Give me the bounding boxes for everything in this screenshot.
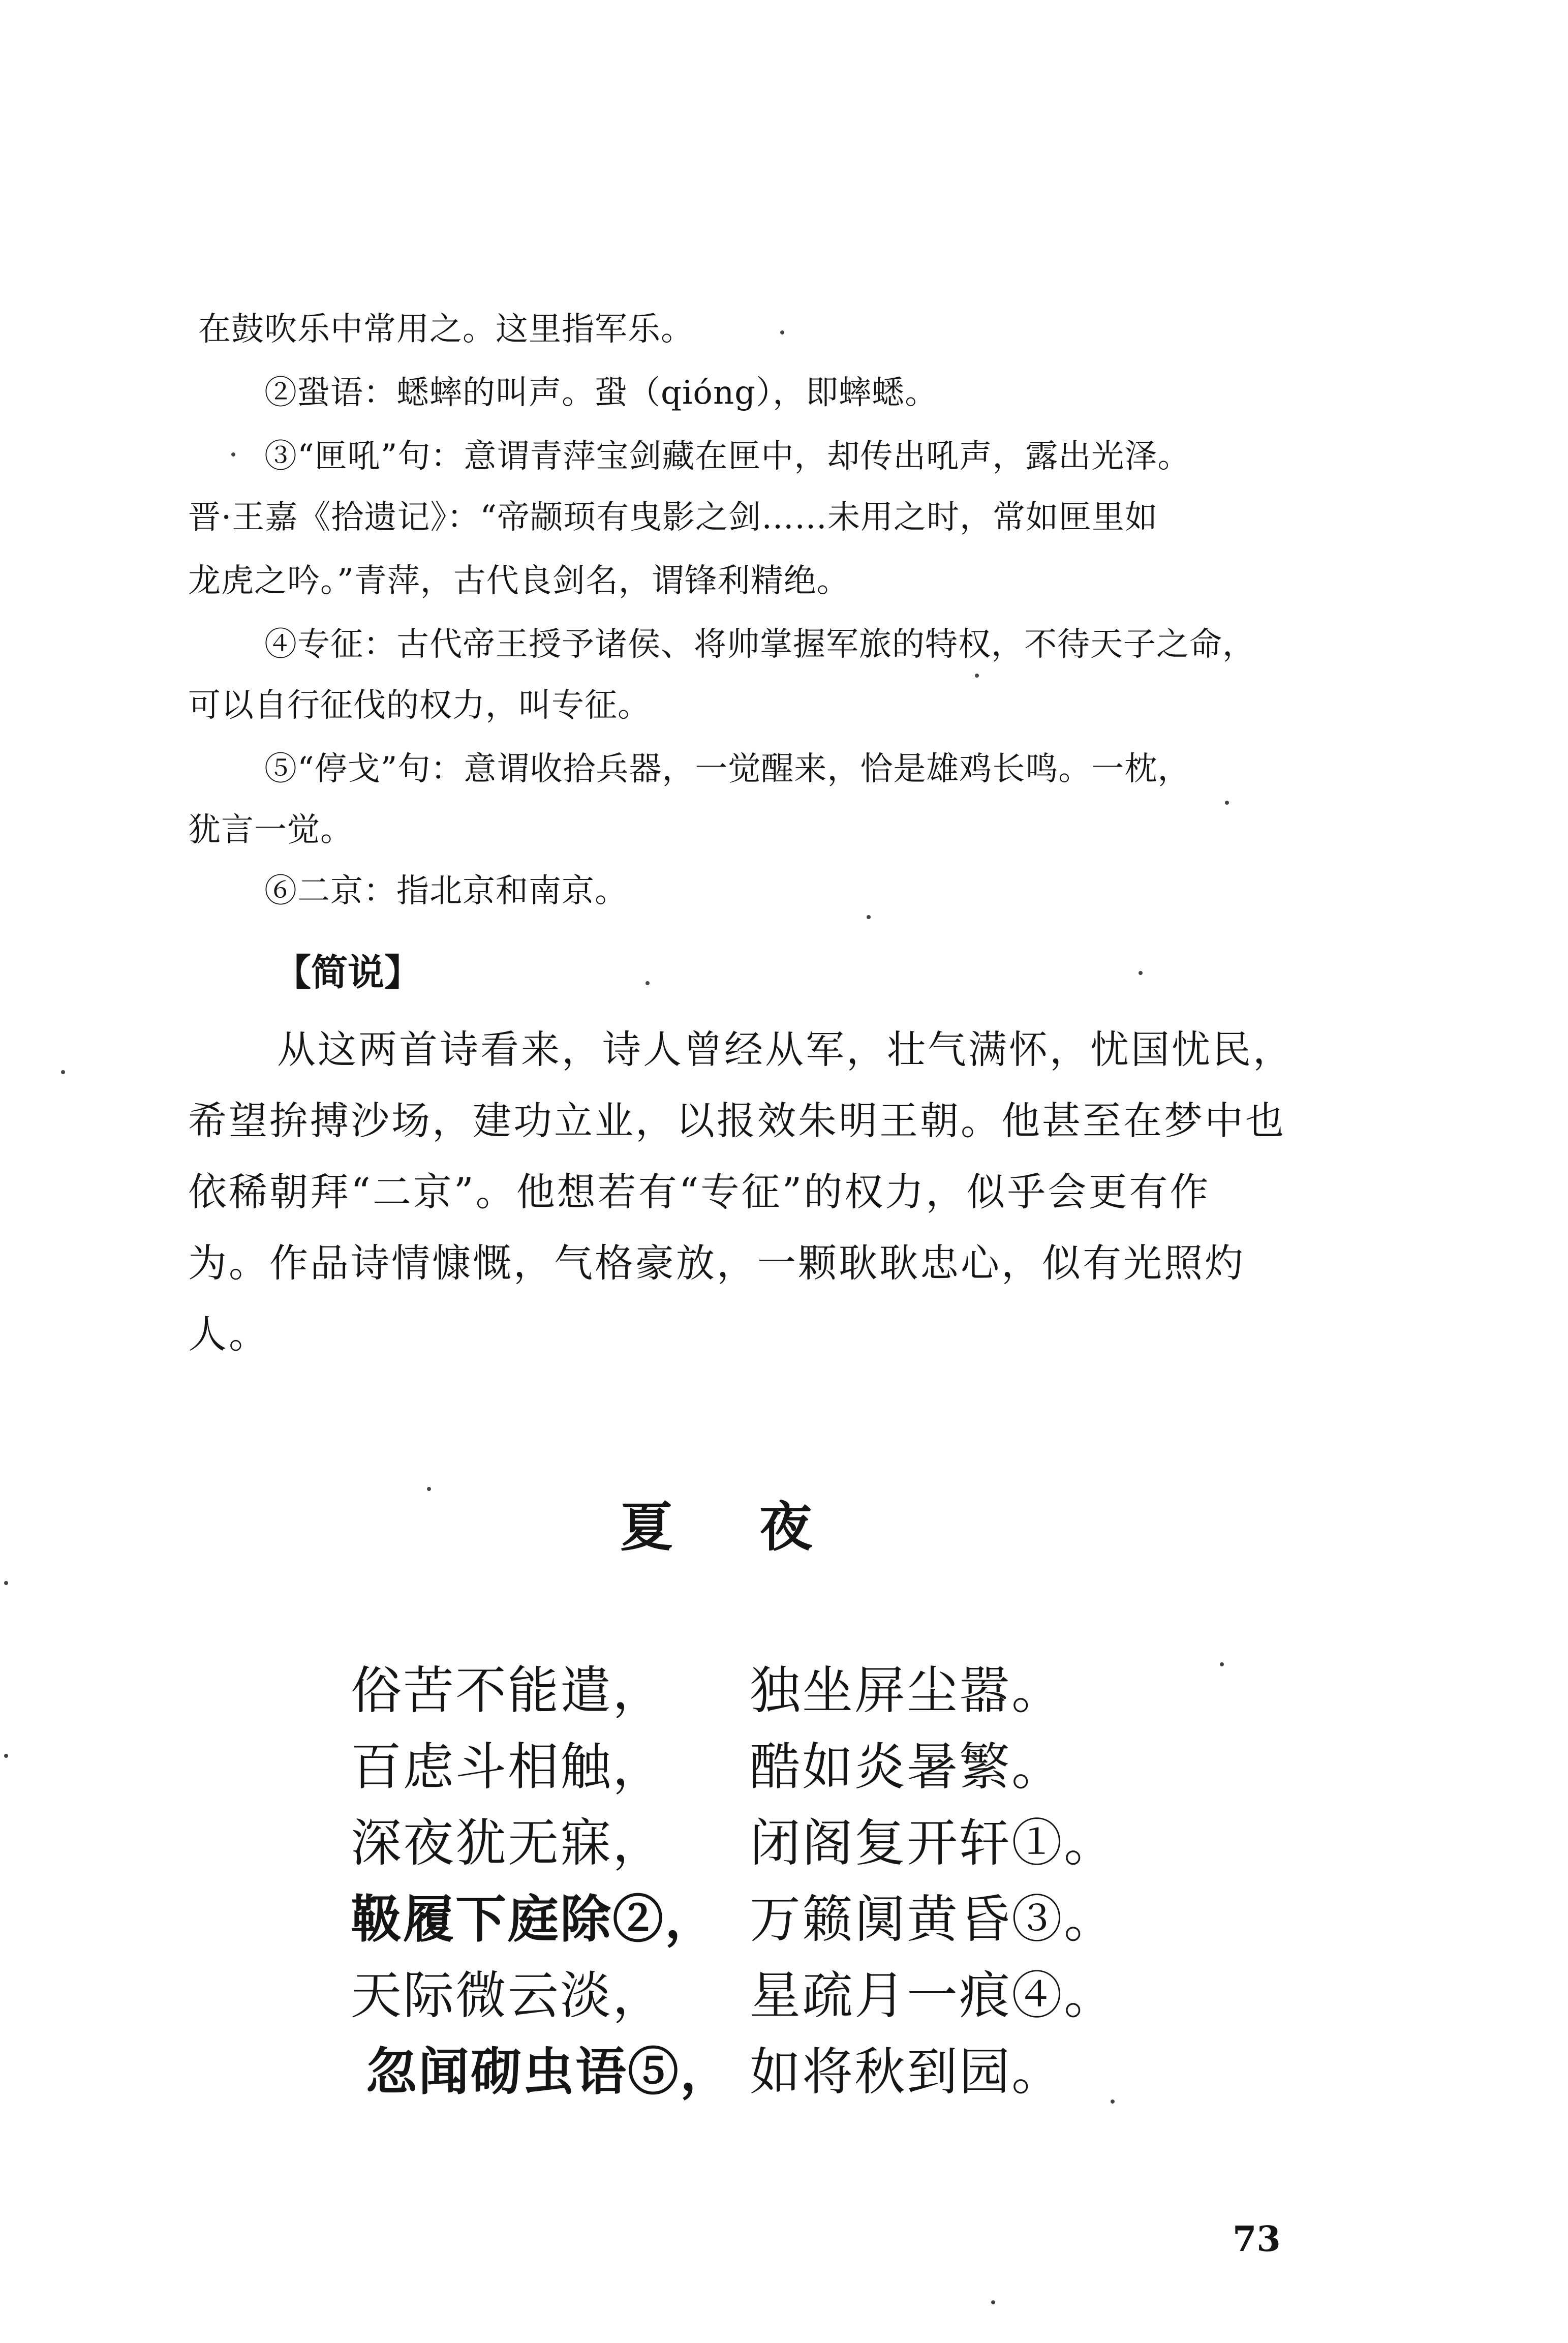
commentary-line: 依稀朝拜“二京”。他想若有“专征”的权力，似乎会更有作 xyxy=(188,1169,1211,1214)
poem-line-left: 深夜犹无寐， xyxy=(351,1813,665,1873)
note-line: ⑥二京：指北京和南京。 xyxy=(264,872,628,910)
scan-speck xyxy=(645,981,650,985)
note-line: ③“匣吼”句：意谓青萍宝剑藏在匣中，却传出吼声，露出光泽。 xyxy=(264,438,1191,475)
poem-line-right: 如将秋到园。 xyxy=(750,2042,1064,2102)
poem-line-left: 百虑斗相触， xyxy=(351,1737,665,1797)
note-line: 晋·王嘉《拾遗记》：“帝颛顼有曳影之剑……未用之时，常如匣里如 xyxy=(188,499,1158,536)
poem-line-right: 万籁阒黄昏③。 xyxy=(750,1890,1116,1949)
section-heading: 【简说】 xyxy=(274,951,421,994)
scan-speck xyxy=(1111,2099,1115,2104)
scan-speck xyxy=(61,1070,65,1074)
poem-line-right: 闭阁复开轩①。 xyxy=(750,1813,1116,1873)
commentary-line: 希望拚搏沙场，建功立业，以报效朱明王朝。他甚至在梦中也 xyxy=(188,1098,1286,1143)
scan-speck xyxy=(867,915,871,919)
poem-line-left: 靸履下庭除②， xyxy=(351,1889,717,1949)
scan-speck xyxy=(427,1487,431,1491)
poem-line-right: 酷如炎暑繁。 xyxy=(750,1737,1064,1797)
poem-line-left: 忽闻砌虫语⑤， xyxy=(366,2042,732,2102)
scan-speck xyxy=(4,1581,8,1585)
commentary-line: 为。作品诗情慷慨，气格豪放，一颗耿耿忠心，似有光照灼 xyxy=(188,1240,1245,1286)
scan-speck xyxy=(975,674,979,678)
scan-speck xyxy=(991,2300,995,2304)
scan-speck xyxy=(231,452,235,457)
scan-speck xyxy=(4,1754,8,1758)
note-line: ④专征：古代帝王授予诸侯、将帅掌握军旅的特权，不待天子之命， xyxy=(264,626,1255,663)
commentary-line: 从这两首诗看来，诗人曾经从军，壮气满怀，忧国忧民， xyxy=(277,1027,1294,1072)
poem-line-left: 俗苦不能遣， xyxy=(351,1661,665,1720)
scan-speck xyxy=(1139,971,1143,975)
note-line: 犹言一觉。 xyxy=(188,811,353,849)
note-line: ⑤“停戈”句：意谓收拾兵器，一觉醒来，恰是雄鸡长鸣。一枕， xyxy=(264,750,1191,788)
note-line: 可以自行征伐的权力，叫专征。 xyxy=(188,687,651,724)
note-line: 龙虎之吟。”青萍，古代良剑名，谓锋利精绝。 xyxy=(188,562,850,600)
scan-speck xyxy=(1225,801,1229,805)
note-line: 在鼓吹乐中常用之。这里指军乐。 xyxy=(198,311,694,348)
poem-line-right: 星疏月一痕④。 xyxy=(750,1966,1116,2025)
poem-title: 夏夜 xyxy=(620,1496,899,1558)
note-line: ②蛩语：蟋蟀的叫声。蛩（qióng），即蟀蟋。 xyxy=(264,374,938,412)
poem-line-right: 独坐屏尘嚣。 xyxy=(750,1661,1064,1720)
scan-speck xyxy=(1220,1662,1224,1666)
poem-line-left: 天际微云淡， xyxy=(351,1966,665,2025)
scan-speck xyxy=(780,330,784,334)
commentary-line: 人。 xyxy=(188,1312,269,1357)
page-number: 73 xyxy=(1233,2219,1281,2260)
